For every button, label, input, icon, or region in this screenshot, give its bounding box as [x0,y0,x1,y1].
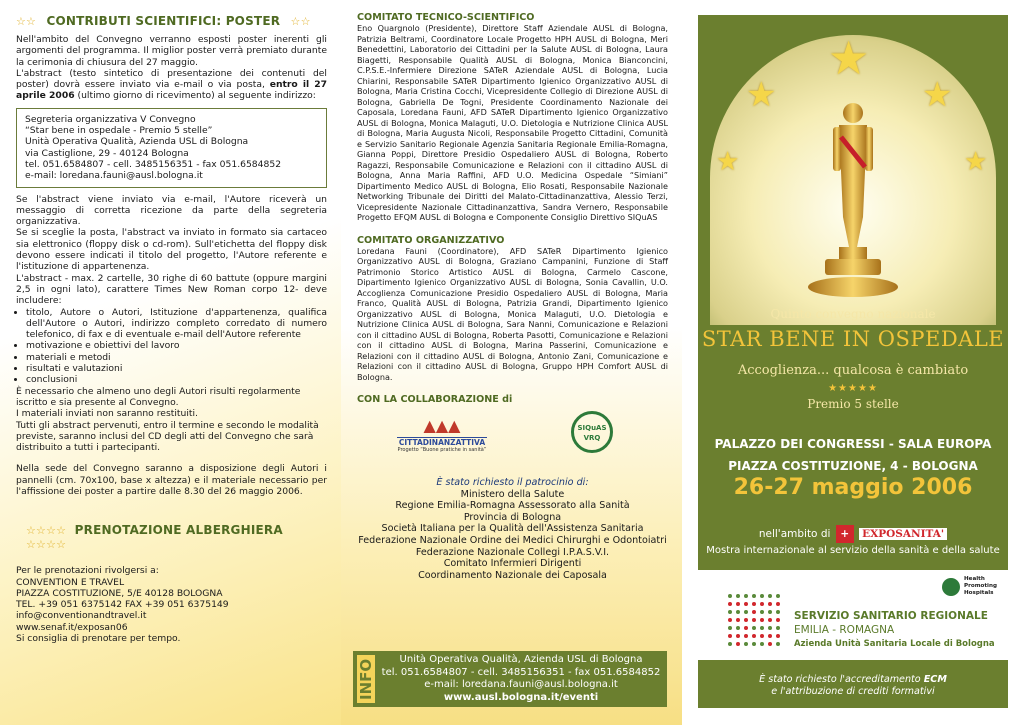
address-line: via Castiglione, 29 - 40124 Bologna [25,147,189,159]
cd-note: Tutti gli abstract pervenuti, entro il termine e secondo le modalità previste, saranno inclusi del CD degli atti del Convegno che sarà distribuito a tutti i partecipanti. [16,419,319,454]
list-item: • materiali e metodi [26,352,327,363]
building-icon: ▲▲▲ [423,416,461,435]
committees-column [341,0,682,725]
info-label: INFO [357,655,375,703]
hotel-web-link[interactable]: www.senaf.it/exposan06 [16,621,128,633]
panels-note: Nella sede del Convegno saranno a disposizione degli Autori i pannelli (cm. 70x100, base x altezza) e il materiale necessario per l'affissione dei poster a partire dalle 8.30 del 26 maggio 2006. [16,463,327,497]
abstract-requirements-list [16,307,327,386]
info-line: tel. 051.6584807 - cell. 3485156351 - fax 051.6584852 [381,666,661,678]
abstract-format: L'abstract - max. 2 cartelle, 30 righe di 60 battute (oppure margini 2,5 in ogni lato), carattere Times New Roman corpo 12- deve includere: [16,272,327,307]
hotel-contact [16,565,327,644]
star-icon: ★ [716,147,740,177]
secretariat-address-box [16,108,327,188]
materials-note: I materiali inviati non saranno restituiti. [16,408,198,420]
event-subtitle: Accoglienza... qualcosa è cambiato [737,363,969,378]
cittadinanzattiva-logo: ▲▲▲ CITTADINANZATTIVA Progetto “Buone pratiche in sanità” [397,416,487,453]
statuette-icon [803,97,903,307]
star-icon: ★ [922,75,953,115]
ssr-ausl: Azienda Unità Sanitaria Locale di Bologna [794,639,995,649]
stars-icon: ☆☆☆☆ [26,538,67,552]
collaboration-heading: CON LA COLLABORAZIONE di [357,394,513,405]
star-icon: ★ [828,35,870,85]
patronage-heading: È stato richiesto il patrocinio di: [436,477,589,488]
patron-item: Ministero della Salute [460,488,565,500]
info-web-link[interactable]: www.ausl.bologna.it/eventi [443,691,599,703]
stars-icon: ☆☆ [16,15,37,28]
exposanita-line: nell'ambito di + EXPOSANITA' [698,525,1008,543]
exposanita-description: Mostra internazionale al servizio della sanità e della salute [706,545,1000,556]
star-icon: ★ [746,75,777,115]
ecm-box [698,660,1008,708]
ecm-line-2: e l'attribuzione di crediti formativi [771,686,935,697]
tech-committee-heading: COMITATO TECNICO-SCIENTIFICO [357,12,535,23]
hotel-line: TEL. +39 051 6375142 FAX +39 051 6375149 [16,599,229,611]
tech-committee-members: Eno Quargnolo (Presidente), Direttore Staff Aziendale AUSL di Bologna, Patrizia Beltrami, Coordinatore Locale Progetto HPH AUSL di Bologna, Meri Benedettini, Laboratorio dei Cittadini per la Salute AUSL di Bologna, Laura Biagetti, Responsabile Qualità AUSL di Bologna, Monica Bianconcini, C.P.S.E.-Infermiere Direzione SATeR Aziendale AUSL di Bologna, Lucia Chiarini, Responsabile SATeR Dipartimento Igienico Organizzativo AUSL di Bologna, Maria Cristina Cocchi, Vicepresidente Collegio di Direzione AUSL di Bologna, Gabriella De Togni, Presidente Coordinamento Nazionale dei Caposala, Loredana Fauni, AFD SATeR Dipartimento Igienico Organizzativo AUSL di Bologna, Monica Malaguti, U.O. Dietologia e Nutrizione Clinica AUSL di Bologna, Maria Augusta Nicoli, Responsabile Progetto Cittadini, Comunità e Servizio Sanitario Regionale Agenzia Sanitaria Regionale Emilia-Romagna, Gianna Poppi, Direttore Presidio Ospedaliero AUSL di Bologna, Roberto Ragazzi, Responsabile Comunicazione e Relazioni con il cittadino AUSL di Bologna, Anna Maria Raffini, AFD U.O. Medicina Ospedale “Simiani” Dipartimento Medico AUSL di Bologna, Elio Rosati, Responsabile Nazionale Networking Tribunale dei Diritti del Malato-Cittadinanzattiva, Alessio Terzi, Vicepresidente Nazionale Cittadinanzattiva, Sandra Vernero, Responsabile Progetto EFQM AUSL di Bologna e Componente Consiglio Direttivo SIQuAS [357,23,668,222]
address-line: “Star bene in ospedale - Premio 5 stelle” [25,125,213,137]
poster-intro: Nell'ambito del Convegno verranno esposti poster inerenti gli argomenti del programma. Il miglior poster verrà premiato durante la cerimonia di chiusura del 27 maggio. [16,34,327,68]
hotel-email-link[interactable]: info@conventionandtravel.it [16,610,147,622]
hotel-line: Si consiglia di prenotare per tempo. [16,633,181,645]
venue-name: PALAZZO DEI CONGRESSI - SALA EUROPA [714,437,992,451]
patron-item: Comitato Infermieri Dirigenti [443,558,582,570]
email-note: Se l'abstract viene inviato via e-mail, l'Autore riceverà un messaggio di corretta ricezione da parte della segreteria organizzativa. [16,193,327,228]
info-email-link[interactable]: e-mail: loredana.fauni@ausl.bologna.it [424,679,618,691]
list-item: • motivazione e obiettivi del lavoro [26,340,327,351]
patron-item: Regione Emilia-Romagna Assessorato alla Sanità [395,500,630,512]
stars-icon: ☆☆☆☆ [26,524,67,538]
ssr-name: SERVIZIO SANITARIO REGIONALE [794,610,988,622]
rating-stars-icon: ★★★★★ [828,383,878,394]
list-item: • conclusioni [26,374,327,385]
post-note: Se si sceglie la posta, l'abstract va inviato in formato sia cartaceo sia elettronico (floppy disk o cd-rom). Sull'etichetta del floppy disk devono essere indicati il titolo del progetto, l'Autore referente e l'istituzione di appartenenza. [16,227,327,273]
ecm-line: È stato richiesto l'accreditamento ECM [759,674,947,685]
venue-address: PIAZZA COSTITUZIONE, 4 - BOLOGNA [728,459,978,473]
info-line: Unità Operativa Qualità, Azienda USL di Bologna [399,654,643,665]
event-date: 26-27 maggio 2006 [733,475,973,500]
address-line: Segreteria organizzativa V Convegno [25,113,196,125]
org-committee-members: Loredana Fauni (Coordinatore), AFD SATeR Dipartimento Igienico Organizzativo AUSL di Bologna, Graziano Campanini, Funzione di Staff Patrimonio Storico Artistico AUSL di Bologna, Carmelo Cascone, Dipartimento Igienico Organizzativo AUSL di Bologna, Sonia Cavallin, U.O. Accoglienza Comunicazione Presidio Ospedaliero AUSL di Bologna, Maria Franco, Qualità AUSL di Bologna, Patrizia Grandi, Dipartimento Igienico Organizzativo AUSL di Bologna, Monica Malaguti, U.O. Dietologia e Nutrizione Clinica AUSL di Bologna, Sara Nanni, Comunicazione e Relazioni con il cittadino AUSL di Bologna, Roberta Pasotti, Comunicazione e Relazioni con il cittadino AUSL di Bologna, Marina Passerini, Comunicazione e Relazioni con il cittadino AUSL di Bologna, Antonio Zani, Comunicazione e Relazioni con il cittadino AUSL di Bologna, Gruppo HPH Comfort AUSL di Bologna. [357,245,668,382]
list-item: • titolo, Autore o Autori, Istituzione d'appartenenza, qualifica dell'Autore o Autori, indirizzo completo corredato di numero telefonico, di fax e di eventuale e-mail dell'Autore referente [26,307,327,341]
star-icon: ★ [964,147,988,177]
event-title: STAR BENE IN OSPEDALE [701,327,1005,351]
partner-logos [357,409,668,473]
poster-column [0,0,341,725]
spotlight-arch [710,35,996,325]
patron-item: Federazione Nazionale Ordine dei Medici Chirurghi e Odontoiatri [358,534,667,546]
address-line: tel. 051.6584807 - cell. 3485156351 - fax 051.6584852 [25,158,282,170]
patron-item: Coordinamento Nazionale dei Caposala [418,569,607,581]
info-box [353,651,667,707]
list-item: • risultati e valutazioni [26,363,327,374]
ssr-logo [726,592,1016,652]
patron-item: Provincia di Bologna [463,511,562,523]
patronage-block [357,477,668,581]
siquas-logo: SIQuAS VRQ [571,411,613,453]
address-line: Unità Operativa Qualità, Azienda USL di Bologna [25,136,249,148]
hph-logo: Health Promoting Hospitals [942,576,1022,600]
red-cross-icon: + [836,525,854,543]
registration-note: È necessario che almeno uno degli Autori risulti regolarmente iscritto e sia presente al Convegno. [16,385,301,408]
dot-matrix-icon [726,592,782,650]
event-edition: Quinto convegno nazionale [770,307,936,321]
patron-item: Società Italiana per la Qualità dell'Assistenza Sanitaria [381,523,644,535]
hotel-line: PIAZZA COSTITUZIONE, 5/E 40128 BOLOGNA [16,587,223,599]
address-email[interactable]: e-mail: loredana.fauni@ausl.bologna.it [25,170,203,182]
award-name: Premio 5 stelle [807,397,899,411]
hotel-line: Per le prenotazioni rivolgersi a: [16,565,159,577]
abstract-instructions: L'abstract (testo sintetico di presentazione dei contenuti del poster) dovrà essere inviato via e-mail o via posta, entro il 27 aprile 2006 (ultimo giorno di ricevimento) al seguente indirizzo: [16,67,327,102]
hotel-line: CONVENTION E TRAVEL [16,576,125,588]
org-committee-heading: COMITATO ORGANIZZATIVO [357,234,505,246]
patron-item: Federazione Nazionale Collegi I.P.A.S.V.I. [415,546,610,558]
cover-poster [698,15,1008,570]
poster-heading: ☆☆ CONTRIBUTI SCIENTIFICI: POSTER ☆☆ [16,14,311,28]
hotel-heading: ☆☆☆☆ PRENOTAZIONE ALBERGHIERA ☆☆☆☆ [26,523,283,552]
ssr-region: EMILIA - ROMAGNA [794,624,895,636]
stars-icon: ☆☆ [290,15,311,28]
